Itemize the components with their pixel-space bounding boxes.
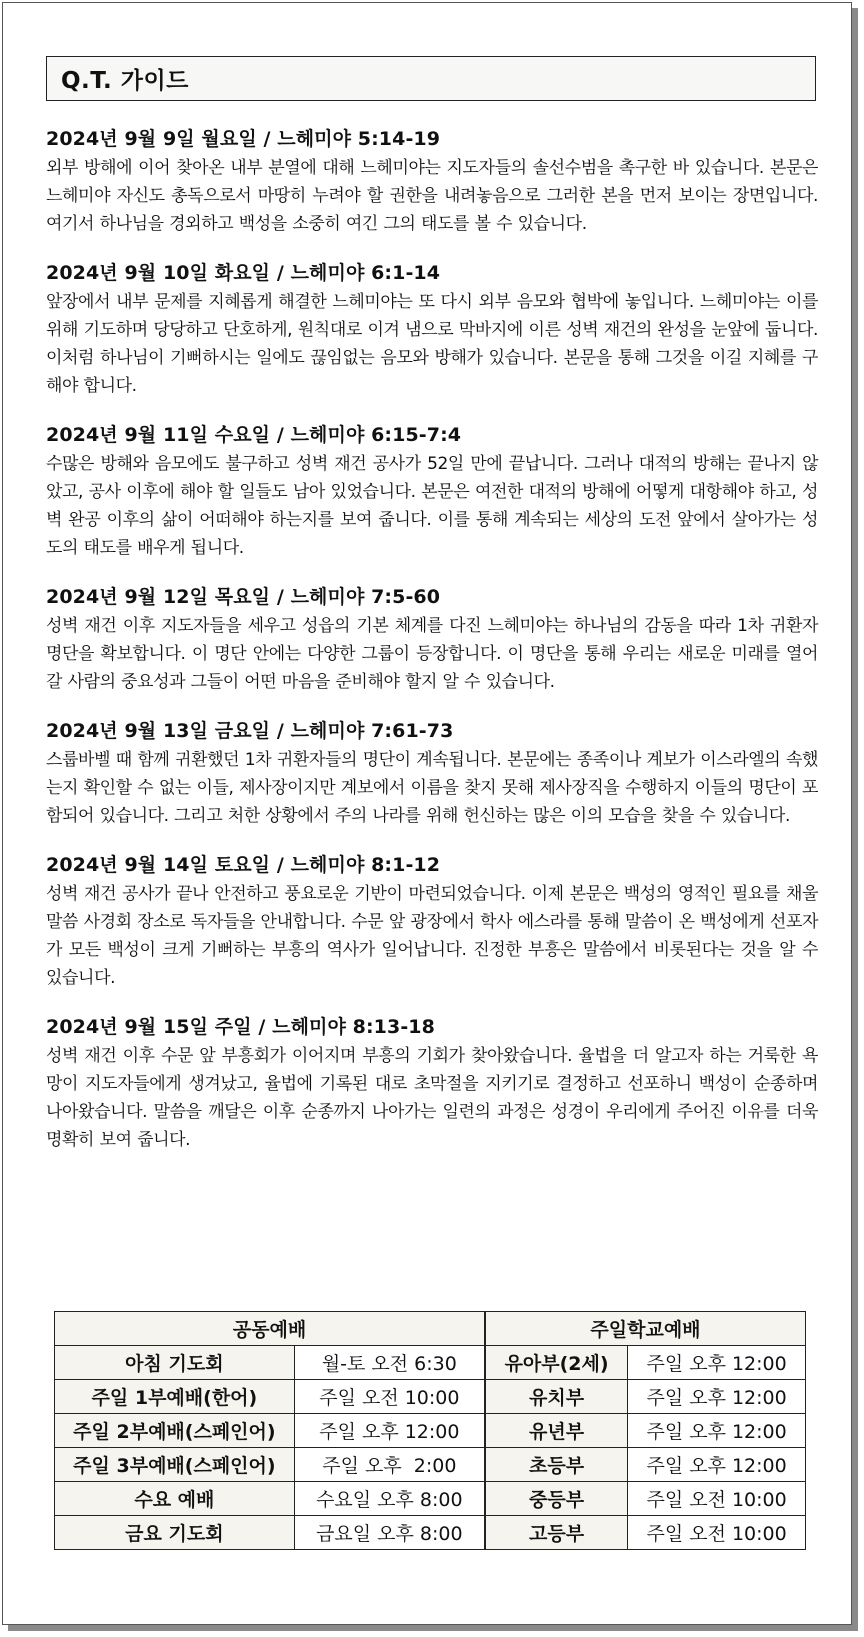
department-name: 초등부 bbox=[485, 1448, 628, 1482]
department-time: 주일 오후 12:00 bbox=[628, 1380, 806, 1414]
entry-body: 스룹바벨 때 함께 귀환했던 1차 귀환자들의 명단이 계속됩니다. 본문에는 종족이나 계보가 이스라엘의 속했는지 확인할 수 없는 이들, 제사장이지만 계보에서 이름을 찾지 못해 제사장직을 수행하지 이들의 명단이 포함되어 있습니다. 그리고 처한 상황에서 주의 나라를 위해 헌신하는 많은 이의 모습을 찾을 수 있습니다. bbox=[46, 750, 818, 826]
qt-entries bbox=[46, 124, 818, 1174]
service-name: 주일 2부예배(스페인어) bbox=[55, 1414, 295, 1448]
qt-entry bbox=[46, 420, 818, 562]
service-name: 아침 기도회 bbox=[55, 1346, 295, 1380]
service-time: 주일 오전 10:00 bbox=[294, 1380, 485, 1414]
service-name: 수요 예배 bbox=[55, 1482, 295, 1516]
entry-heading: 2024년 9월 11일 수요일 / 느헤미야 6:15-7:4 bbox=[46, 424, 462, 446]
qt-entry bbox=[46, 850, 818, 992]
service-name: 주일 3부예배(스페인어) bbox=[55, 1448, 295, 1482]
entry-body: 성벽 재건 공사가 끝나 안전하고 풍요로운 기반이 마련되었습니다. 이제 본문은 백성의 영적인 필요를 채울 말씀 사경회 장소로 독자들을 안내합니다. 수문 앞 광장에서 학사 에스라를 통해 말씀이 온 백성에게 선포자가 모든 백성이 크게 기뻐하는 부흥의 역사가 일어납니다. 진정한 부흥은 말씀에서 비롯된다는 것을 알 수 있습니다. bbox=[46, 884, 818, 988]
table-row bbox=[55, 1380, 806, 1414]
service-time: 월-토 오전 6:30 bbox=[294, 1346, 485, 1380]
entry-heading: 2024년 9월 14일 토요일 / 느헤미야 8:1-12 bbox=[46, 854, 441, 876]
department-name: 중등부 bbox=[485, 1482, 628, 1516]
department-name: 고등부 bbox=[485, 1516, 628, 1550]
worship-schedule-table bbox=[54, 1311, 806, 1550]
department-time: 주일 오전 10:00 bbox=[628, 1482, 806, 1516]
entry-body: 외부 방해에 이어 찾아온 내부 분열에 대해 느헤미야는 지도자들의 솔선수범을 촉구한 바 있습니다. 본문은 느헤미야 자신도 총독으로서 마땅히 누려야 할 권한을 내려놓음으로 그러한 본을 먼저 보이는 장면입니다. 여기서 하나님을 경외하고 백성을 소중히 여긴 그의 태도를 볼 수 있습니다. bbox=[46, 158, 818, 234]
qt-entry bbox=[46, 582, 818, 696]
department-name: 유아부(2세) bbox=[485, 1346, 628, 1380]
qt-entry bbox=[46, 258, 818, 400]
table-row bbox=[55, 1414, 806, 1448]
department-time: 주일 오후 12:00 bbox=[628, 1414, 806, 1448]
entry-heading: 2024년 9월 10일 화요일 / 느헤미야 6:1-14 bbox=[46, 262, 441, 284]
table-header-row bbox=[55, 1312, 806, 1346]
department-name: 유치부 bbox=[485, 1380, 628, 1414]
table-row bbox=[55, 1346, 806, 1380]
service-name: 주일 1부예배(한어) bbox=[55, 1380, 295, 1414]
department-time: 주일 오후 12:00 bbox=[628, 1346, 806, 1380]
service-time: 수요일 오후 8:00 bbox=[294, 1482, 485, 1516]
entry-body: 수많은 방해와 음모에도 불구하고 성벽 재건 공사가 52일 만에 끝납니다. 그러나 대적의 방해는 끝나지 않았고, 공사 이후에 해야 할 일들도 남아 있었습니다. 본문은 여전한 대적의 방해에 어떻게 대항해야 하고, 성벽 완공 이후의 삶이 어떠해야 하는지를 보여 줍니다. 이를 통해 계속되는 세상의 도전 앞에서 살아가는 성도의 태도를 배우게 됩니다. bbox=[46, 454, 818, 558]
header-sunday-school: 주일학교예배 bbox=[485, 1312, 806, 1346]
qt-entry bbox=[46, 716, 818, 830]
entry-heading: 2024년 9월 15일 주일 / 느헤미야 8:13-18 bbox=[46, 1016, 435, 1038]
department-time: 주일 오후 12:00 bbox=[628, 1448, 806, 1482]
entry-heading: 2024년 9월 12일 목요일 / 느헤미야 7:5-60 bbox=[46, 586, 441, 608]
entry-body: 성벽 재건 이후 지도자들을 세우고 성읍의 기본 체계를 다진 느헤미야는 하나님의 감동을 따라 1차 귀환자 명단을 확보합니다. 이 명단 안에는 다양한 그룹이 등장합니다. 이 명단을 통해 우리는 새로운 미래를 열어 갈 사람의 중요성과 그들이 어떤 마음을 준비해야 할지 알 수 있습니다. bbox=[46, 616, 818, 692]
entry-body: 성벽 재건 이후 수문 앞 부흥회가 이어지며 부흥의 기회가 찾아왔습니다. 율법을 더 알고자 하는 거룩한 욕망이 지도자들에게 생겨났고, 율법에 기록된 대로 초막절을 지키기로 결정하고 선포하니 백성이 순종하며 나아왔습니다. 말씀을 깨달은 이후 순종까지 나아가는 일련의 과정은 성경이 우리에게 주어진 이유를 더욱 명확히 보여 줍니다. bbox=[46, 1046, 818, 1150]
service-time: 주일 오후 12:00 bbox=[294, 1414, 485, 1448]
qt-entry bbox=[46, 1012, 818, 1154]
entry-body: 앞장에서 내부 문제를 지혜롭게 해결한 느헤미야는 또 다시 외부 음모와 협박에 놓입니다. 느헤미야는 이를 위해 기도하며 당당하고 단호하게, 원칙대로 이겨 냄으로 막바지에 이른 성벽 재건의 완성을 눈앞에 둡니다. 이처럼 하나님이 기뻐하시는 일에도 끊임없는 음모와 방해가 있습니다. 본문을 통해 그것을 이길 지혜를 구해야 합니다. bbox=[46, 292, 818, 396]
service-time: 주일 오후 2:00 bbox=[294, 1448, 485, 1482]
entry-heading: 2024년 9월 9일 월요일 / 느헤미야 5:14-19 bbox=[46, 128, 441, 150]
page-title: Q.T. 가이드 bbox=[46, 56, 816, 101]
entry-heading: 2024년 9월 13일 금요일 / 느헤미야 7:61-73 bbox=[46, 720, 454, 742]
table-row bbox=[55, 1482, 806, 1516]
table-row bbox=[55, 1448, 806, 1482]
department-time: 주일 오전 10:00 bbox=[628, 1516, 806, 1550]
department-name: 유년부 bbox=[485, 1414, 628, 1448]
qt-entry bbox=[46, 124, 818, 238]
service-name: 금요 기도회 bbox=[55, 1516, 295, 1550]
header-common-worship: 공동예배 bbox=[55, 1312, 485, 1346]
service-time: 금요일 오후 8:00 bbox=[294, 1516, 485, 1550]
table-row bbox=[55, 1516, 806, 1550]
